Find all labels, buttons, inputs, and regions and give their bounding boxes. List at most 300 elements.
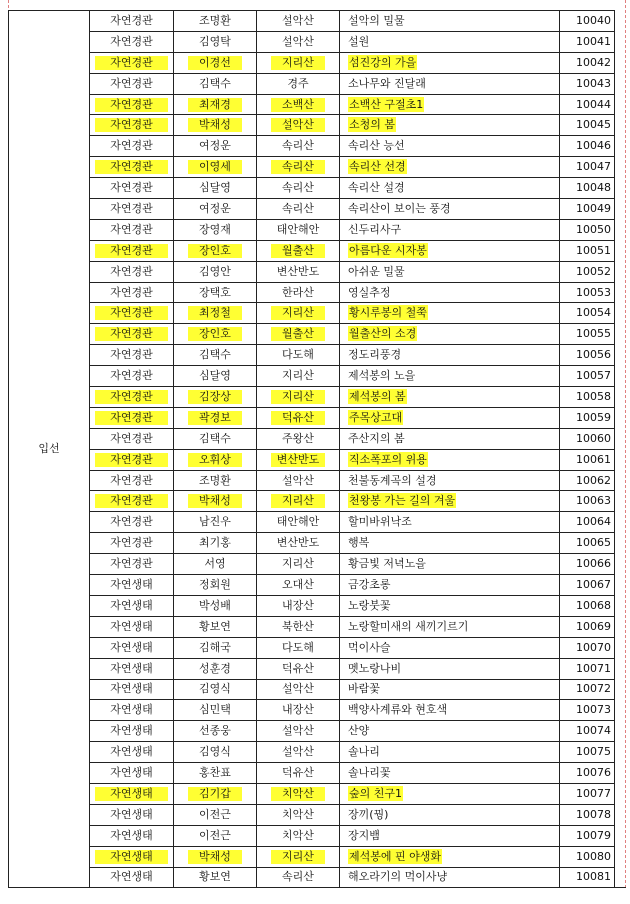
cell-title [340,491,560,512]
cell-location [257,31,340,52]
cell-location-text: 치악산 [282,828,314,842]
cell-category [90,783,174,804]
cell-author [174,491,257,512]
cell-title-text: 신두리사구 [348,222,402,236]
cell-category [90,470,174,491]
cell-title [340,846,560,867]
cell-code: 10065 [560,533,615,554]
cell-code: 10075 [560,742,615,763]
cell-category [90,345,174,366]
cell-author-text: 김해국 [199,640,231,654]
cell-author [174,324,257,345]
cell-author-text: 이전근 [199,828,231,842]
cell-author-text: 홍찬표 [199,766,231,779]
cell-author [174,637,257,658]
cell-author [174,700,257,721]
cell-location-text: 설악산 [282,473,314,487]
cell-title-text: 노랑붓꽃 [348,598,391,612]
cell-author [174,783,257,804]
table-row [9,282,615,303]
cell-category-text: 자연경관 [95,453,168,467]
cell-author [174,199,257,220]
cell-category-text: 자연경관 [110,222,153,236]
cell-code: 10067 [560,575,615,596]
table-row [9,742,615,763]
cell-title [340,637,560,658]
cell-title [340,303,560,324]
cell-author-text: 김기갑 [188,787,242,801]
cell-category-text: 자연경관 [110,285,153,299]
cell-title-text: 먹이사슬 [348,640,391,654]
cell-category-text: 자연경관 [110,473,153,487]
cell-title [340,783,560,804]
cell-category-text: 자연경관 [95,118,168,132]
cell-category [90,157,174,178]
cell-title-text: 장지뱀 [348,828,380,842]
table-row [9,595,615,616]
cell-category [90,637,174,658]
cell-category-text: 자연경관 [110,181,153,195]
cell-category-text: 자연경관 [110,139,153,153]
cell-author [174,345,257,366]
cell-location [257,637,340,658]
cell-title [340,366,560,387]
cell-location [257,240,340,261]
cell-code: 10059 [560,407,615,428]
cell-code: 10043 [560,73,615,94]
cell-location-text: 속리산 [282,139,314,153]
cell-location [257,199,340,220]
cell-author [174,94,257,115]
cell-author-text: 성훈경 [199,661,231,675]
cell-category [90,554,174,575]
cell-author [174,449,257,470]
cell-author [174,867,257,888]
cell-location-text: 설악산 [282,13,314,27]
cell-author-text: 김택수 [199,76,231,90]
cell-location-text: 다도해 [282,640,314,654]
cell-category-text: 자연경관 [110,515,153,529]
cell-location [257,533,340,554]
table-row [9,554,615,575]
cell-title-text: 멧노랑나비 [348,661,402,675]
cell-location-text: 속리산 [282,181,314,195]
cell-author-text: 심민택 [199,703,231,717]
cell-category [90,825,174,846]
cell-author [174,554,257,575]
table-row [9,115,615,136]
cell-title-text: 바람꽃 [348,682,380,696]
cell-location-text: 한라산 [282,285,314,299]
group-label: 입선 [9,11,90,888]
cell-category-text: 자연생태 [110,703,153,717]
cell-title-text: 소나무와 진달래 [348,76,426,90]
cell-title-text: 숲의 친구1 [349,786,402,800]
cell-title-text: 설악의 밀물 [348,13,405,27]
entry-table-body [9,11,615,888]
cell-title-text: 산양 [348,724,370,738]
cell-author-text: 장영재 [199,222,231,236]
cell-code: 10051 [560,240,615,261]
cell-location-text: 속리산 [282,870,314,884]
cell-category-text: 자연경관 [110,34,153,48]
cell-category-text: 자연경관 [95,411,168,425]
cell-location-text: 지리산 [271,306,325,320]
cell-location [257,282,340,303]
cell-code: 10056 [560,345,615,366]
cell-author-text: 박채성 [188,850,242,864]
cell-category [90,763,174,784]
cell-title-text: 월출산의 소경 [349,327,417,341]
cell-category [90,804,174,825]
cell-author-text: 남진우 [199,515,231,529]
cell-title-text: 소백산 구절초1 [349,97,424,111]
cell-author-text: 최재경 [188,98,242,112]
cell-category-text: 자연생태 [110,661,153,675]
cell-category-text: 자연경관 [110,348,153,362]
cell-title [340,157,560,178]
cell-code: 10042 [560,52,615,73]
cell-title [340,658,560,679]
cell-location-text: 덕유산 [271,411,325,425]
cell-category [90,616,174,637]
cell-author-text: 박채성 [188,118,242,132]
bottom-rule [8,887,626,888]
cell-category [90,575,174,596]
cell-location [257,324,340,345]
cell-author [174,157,257,178]
cell-location [257,261,340,282]
cell-code: 10069 [560,616,615,637]
cell-title-text: 주산지의 봄 [348,431,405,445]
cell-location-text: 변산반도 [271,453,325,467]
cell-title [340,554,560,575]
cell-category [90,658,174,679]
cell-location-text: 내장산 [282,703,314,717]
cell-code: 10053 [560,282,615,303]
cell-title [340,700,560,721]
cell-category [90,31,174,52]
cell-category [90,387,174,408]
cell-code: 10074 [560,721,615,742]
cell-category-text: 자연생태 [95,850,168,864]
cell-category-text: 자연생태 [110,640,153,654]
table-row [9,512,615,533]
cell-author-text: 심달영 [199,369,231,383]
cell-location-text: 설악산 [282,724,314,738]
cell-location [257,783,340,804]
cell-location [257,825,340,846]
table-row [9,178,615,199]
table-row [9,658,615,679]
table-row [9,407,615,428]
cell-category [90,178,174,199]
cell-location [257,554,340,575]
table-row [9,804,615,825]
cell-title [340,324,560,345]
cell-title [340,136,560,157]
cell-location [257,387,340,408]
cell-location [257,407,340,428]
cell-author-text: 서영 [204,557,226,571]
table-row [9,261,615,282]
cell-title-text: 속리산 설경 [348,181,405,195]
cell-location [257,428,340,449]
cell-code: 10047 [560,157,615,178]
cell-author [174,387,257,408]
cell-author [174,616,257,637]
cell-code: 10072 [560,679,615,700]
cell-author-text: 이영세 [188,160,242,174]
table-row [9,94,615,115]
cell-location-text: 주왕산 [282,431,314,445]
cell-location [257,804,340,825]
cell-category [90,282,174,303]
cell-title [340,804,560,825]
cell-location [257,366,340,387]
cell-category [90,261,174,282]
entry-table [8,10,615,888]
cell-author-text: 조명환 [199,473,231,487]
cell-title-text: 소청의 봄 [349,118,396,132]
table-row [9,303,615,324]
cell-author-text: 김영탁 [199,34,231,48]
cell-code: 10079 [560,825,615,846]
cell-author-text: 이경선 [188,56,242,70]
cell-location [257,178,340,199]
cell-title-text: 정도리풍경 [348,348,402,362]
cell-author [174,804,257,825]
cell-code: 10068 [560,595,615,616]
cell-code: 10066 [560,554,615,575]
table-row [9,783,615,804]
cell-category-text: 자연경관 [110,431,153,445]
cell-location [257,52,340,73]
table-row [9,387,615,408]
cell-location-text: 덕유산 [282,766,314,779]
cell-location-text: 속리산 [282,201,314,215]
cell-title-text: 황금빛 저녁노을 [348,557,426,571]
cell-title-text: 속리산이 보이는 풍경 [348,201,451,215]
cell-title [340,387,560,408]
cell-title [340,73,560,94]
cell-author [174,825,257,846]
cell-title [340,595,560,616]
cell-code: 10078 [560,804,615,825]
cell-category [90,595,174,616]
table-row [9,428,615,449]
cell-category-text: 자연경관 [110,76,153,90]
cell-location [257,721,340,742]
cell-location-text: 지리산 [271,850,325,864]
cell-category [90,700,174,721]
cell-category-text: 자연생태 [110,598,153,612]
cell-category-text: 자연생태 [95,787,168,801]
cell-author [174,31,257,52]
cell-category-text: 자연경관 [110,536,153,550]
cell-category [90,94,174,115]
cell-author-text: 이전근 [199,807,231,821]
cell-code: 10064 [560,512,615,533]
cell-code: 10076 [560,763,615,784]
cell-location-text: 소백산 [271,98,325,112]
cell-location-text: 월출산 [271,244,325,258]
table-row [9,136,615,157]
table-row [9,199,615,220]
cell-author-text: 장인호 [188,244,242,258]
cell-location-text: 속리산 [271,160,325,174]
cell-location [257,742,340,763]
cell-location-text: 오대산 [282,577,314,591]
cell-title-text: 장끼(꿩) [348,807,389,821]
cell-category [90,679,174,700]
cell-location [257,491,340,512]
cell-title [340,679,560,700]
cell-code: 10048 [560,178,615,199]
cell-author [174,219,257,240]
cell-code: 10057 [560,366,615,387]
table-row [9,31,615,52]
cell-author-text: 박성배 [199,598,231,612]
cell-location-text: 태안해안 [276,515,320,529]
cell-location-text: 설악산 [282,745,314,759]
cell-category [90,240,174,261]
cell-code: 10071 [560,658,615,679]
cell-location-text: 치악산 [282,807,314,821]
cell-category [90,407,174,428]
cell-title [340,345,560,366]
cell-author [174,428,257,449]
cell-location [257,219,340,240]
cell-category-text: 자연경관 [95,390,168,404]
cell-location-text: 지리산 [271,390,325,404]
cell-code: 10058 [560,387,615,408]
cell-code: 10062 [560,470,615,491]
cell-code: 10055 [560,324,615,345]
cell-code: 10050 [560,219,615,240]
cell-title-text: 행복 [348,536,370,550]
cell-author-text: 김택수 [199,348,231,362]
cell-location-text: 설악산 [282,682,314,696]
cell-category [90,303,174,324]
table-row [9,470,615,491]
table-row [9,324,615,345]
cell-location [257,700,340,721]
cell-category [90,449,174,470]
cell-author [174,763,257,784]
cell-location [257,846,340,867]
cell-category-text: 자연경관 [110,369,153,383]
cell-author [174,303,257,324]
cell-title-text: 제석봉의 노을 [348,369,416,383]
cell-category [90,11,174,32]
cell-code: 10060 [560,428,615,449]
cell-category [90,136,174,157]
table-row [9,73,615,94]
cell-location-text: 설악산 [271,118,325,132]
cell-code: 10061 [560,449,615,470]
page-margin-right [625,0,626,888]
cell-location-text: 북한산 [282,619,314,633]
cell-category-text: 자연경관 [95,306,168,320]
cell-category-text: 자연경관 [110,201,153,215]
cell-category-text: 자연생태 [110,807,153,821]
cell-author [174,240,257,261]
table-row [9,533,615,554]
cell-author-text: 김영식 [199,682,231,696]
cell-title [340,512,560,533]
cell-author [174,282,257,303]
cell-author [174,73,257,94]
cell-category [90,428,174,449]
cell-code: 10063 [560,491,615,512]
cell-title-text: 직소폭포의 위용 [349,452,427,466]
cell-location [257,470,340,491]
cell-code: 10049 [560,199,615,220]
table-row [9,637,615,658]
cell-title [340,94,560,115]
cell-location [257,595,340,616]
table-row [9,345,615,366]
cell-author [174,11,257,32]
table-row [9,763,615,784]
cell-category-text: 자연경관 [95,494,168,508]
cell-title [340,763,560,784]
cell-title [340,199,560,220]
cell-code: 10040 [560,11,615,32]
cell-category [90,742,174,763]
cell-category-text: 자연생태 [110,828,153,842]
cell-title [340,470,560,491]
cell-location [257,867,340,888]
cell-location [257,763,340,784]
cell-category-text: 자연생태 [110,577,153,591]
cell-category-text: 자연생태 [110,724,153,738]
cell-author [174,533,257,554]
cell-category-text: 자연경관 [110,264,153,278]
cell-author [174,136,257,157]
cell-title [340,261,560,282]
cell-title-text: 영실추정 [348,285,391,299]
cell-title [340,31,560,52]
table-row [9,157,615,178]
cell-title [340,219,560,240]
cell-title-text: 금강초롱 [348,577,391,591]
cell-location-text: 변산반도 [276,264,320,278]
table-row [9,491,615,512]
cell-location [257,658,340,679]
cell-title [340,115,560,136]
cell-category-text: 자연경관 [95,56,168,70]
table-row [9,52,615,73]
cell-location [257,303,340,324]
cell-location [257,512,340,533]
cell-location-text: 치악산 [271,787,325,801]
cell-category-text: 자연생태 [110,870,153,884]
cell-category [90,324,174,345]
cell-category [90,721,174,742]
cell-location [257,115,340,136]
cell-author-text: 최정철 [188,306,242,320]
cell-author-text: 박채성 [188,494,242,508]
cell-category [90,52,174,73]
cell-location [257,73,340,94]
cell-location-text: 지리산 [282,369,314,383]
cell-location-text: 지리산 [271,494,325,508]
cell-category-text: 자연경관 [95,244,168,258]
cell-title-text: 천불동계곡의 설경 [348,473,437,487]
cell-location [257,136,340,157]
